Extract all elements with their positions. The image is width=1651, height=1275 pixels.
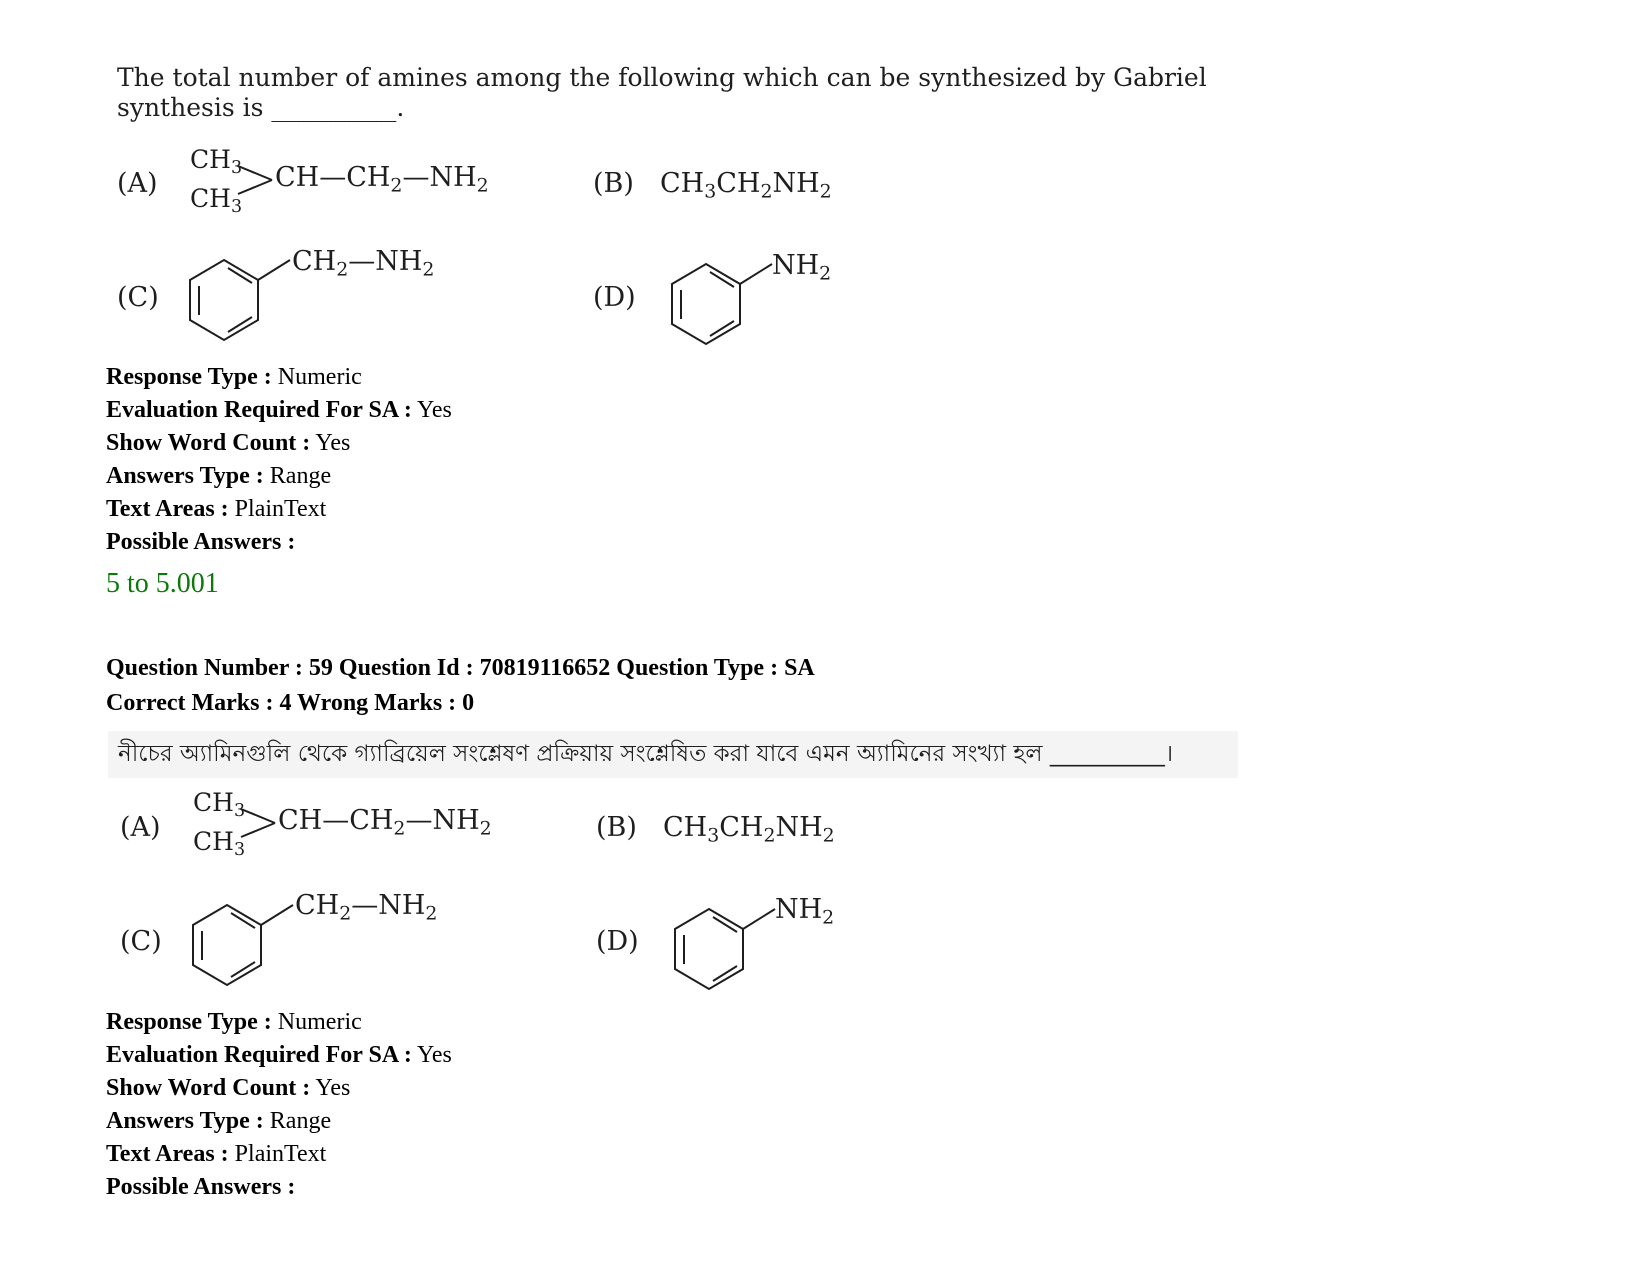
answers-type-row: Answers Type : Range	[106, 463, 332, 489]
possible-answers-row: Possible Answers :	[106, 1174, 296, 1200]
q59-option-a-methyl-bottom: $CH_3$	[193, 827, 246, 860]
word-count-row: Show Word Count : Yes	[106, 430, 351, 456]
benzene-ring-icon	[675, 907, 755, 993]
q58-possible-answer: 5 to 5.001	[106, 568, 219, 599]
answers-type-row: Answers Type : Range	[106, 1108, 332, 1134]
q59-option-c-group: $CH_2—NH_2$	[295, 890, 438, 925]
q59-header	[106, 651, 815, 721]
q59-option-a-label: (A)	[120, 812, 161, 843]
q59-option-a-chain: $CH—CH_2—NH_2$	[278, 805, 492, 840]
q58-option-b-label: (B)	[593, 168, 634, 199]
evaluation-row: Evaluation Required For SA : Yes	[106, 397, 452, 423]
q59-option-b-label: (B)	[596, 812, 637, 843]
possible-answers-row: Possible Answers :	[106, 529, 296, 555]
q59-option-d-label: (D)	[596, 926, 639, 957]
q58-option-c-label: (C)	[117, 282, 159, 313]
q58-option-a-label: (A)	[117, 168, 158, 199]
evaluation-row: Evaluation Required For SA : Yes	[106, 1042, 452, 1068]
q59-header-line1: Question Number : 59 Question Id : 70819116652 Question Type : SA	[106, 655, 815, 681]
word-count-row: Show Word Count : Yes	[106, 1075, 351, 1101]
text-areas-row: Text Areas : PlainText	[106, 496, 327, 522]
q58-question-line2: synthesis is __________.	[117, 93, 405, 122]
q58-option-b-formula: $CH_3CH_2NH_2$	[660, 168, 832, 203]
q59-option-c-label: (C)	[120, 926, 162, 957]
q58-option-a-methyl-bottom: $CH_3$	[190, 184, 243, 217]
response-type-row: Response Type : Numeric	[106, 364, 362, 390]
q58-option-c-group: $CH_2—NH_2$	[292, 246, 435, 281]
benzene-ring-icon	[193, 903, 273, 989]
q59-meta	[106, 1006, 452, 1204]
q59-option-a-methyl-top: $CH_3$	[193, 788, 246, 821]
text-areas-row: Text Areas : PlainText	[106, 1141, 327, 1167]
q58-option-d-label: (D)	[593, 282, 636, 313]
q58-option-a-branch-bond	[238, 162, 278, 202]
q58-option-d-group: $NH_2$	[772, 250, 832, 285]
q58-option-a-chain: $CH—CH_2—NH_2$	[275, 162, 489, 197]
q59-option-b-formula: $CH_3CH_2NH_2$	[663, 812, 835, 847]
q59-question: নীচের অ্যামিনগুলি থেকে গ্যাব্রিয়েল সংশ্লেষণ প্রক্রিয়ায় সংশ্লেষিত করা যাবে এমন অ্যামিনের সংখ্যা হল __________।	[108, 731, 1238, 778]
q59-option-d-group: $NH_2$	[775, 894, 835, 929]
benzene-ring-icon	[190, 258, 270, 344]
q59-header-line2: Correct Marks : 4 Wrong Marks : 0	[106, 690, 475, 716]
q58-option-a-methyl-top: $CH_3$	[190, 145, 243, 178]
q58-meta	[106, 361, 452, 559]
q58-question-line1: The total number of amines among the following which can be synthesized by Gabriel	[117, 63, 1207, 92]
benzene-ring-icon	[672, 262, 752, 348]
response-type-row: Response Type : Numeric	[106, 1009, 362, 1035]
q59-option-a-branch-bond	[241, 805, 281, 845]
